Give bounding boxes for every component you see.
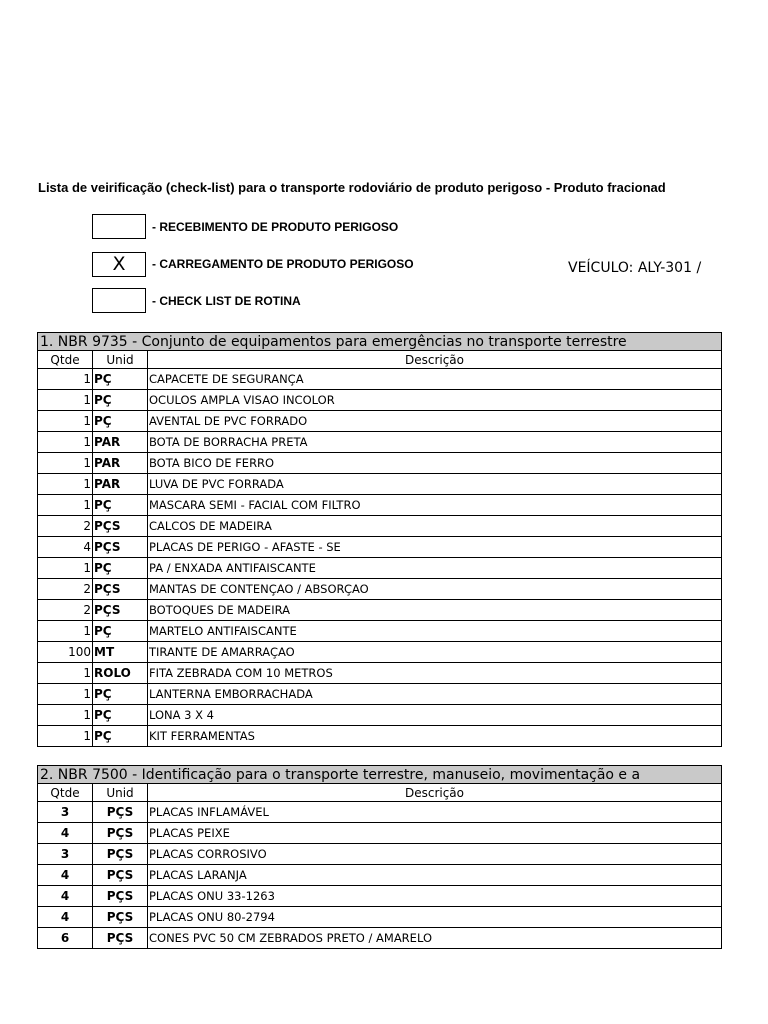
qtde-cell: 1 xyxy=(38,390,93,411)
qtde-cell: 1 xyxy=(38,411,93,432)
table-row xyxy=(38,684,722,705)
document-title: Lista de veirificação (check-list) para o transporte rodoviário de produto perigoso - Produto fracionad xyxy=(38,180,666,195)
qtde-cell: 2 xyxy=(38,516,93,537)
description-cell: AVENTAL DE PVC FORRADO xyxy=(148,411,722,432)
unid-cell: PÇ xyxy=(93,390,148,411)
qtde-cell: 3 xyxy=(38,844,93,865)
unid-cell: PÇS xyxy=(93,516,148,537)
table-row xyxy=(38,642,722,663)
unid-cell: PÇS xyxy=(93,537,148,558)
table-row xyxy=(38,558,722,579)
column-header-descricao: Descrição xyxy=(148,784,722,802)
description-cell: CONES PVC 50 CM ZEBRADOS PRETO / AMARELO xyxy=(148,928,722,949)
description-cell: BOTA DE BORRACHA PRETA xyxy=(148,432,722,453)
table-row xyxy=(38,432,722,453)
table-row xyxy=(38,705,722,726)
table-row xyxy=(38,516,722,537)
description-cell: BOTA BICO DE FERRO xyxy=(148,453,722,474)
table-row xyxy=(38,411,722,432)
qtde-cell: 1 xyxy=(38,432,93,453)
table-row xyxy=(38,802,722,823)
qtde-cell: 2 xyxy=(38,579,93,600)
unid-cell: PAR xyxy=(93,432,148,453)
unid-cell: PAR xyxy=(93,474,148,495)
description-cell: LUVA DE PVC FORRADA xyxy=(148,474,722,495)
table-nbr-7500 xyxy=(37,765,722,949)
unid-cell: PÇ xyxy=(93,558,148,579)
description-cell: LONA 3 X 4 xyxy=(148,705,722,726)
description-cell: TIRANTE DE AMARRAÇAO xyxy=(148,642,722,663)
table-row xyxy=(38,928,722,949)
unid-cell: PÇS xyxy=(93,928,148,949)
description-cell: MANTAS DE CONTENÇAO / ABSORÇAO xyxy=(148,579,722,600)
column-header-qtde: Qtde xyxy=(38,351,93,369)
table-row xyxy=(38,495,722,516)
table-row xyxy=(38,663,722,684)
qtde-cell: 1 xyxy=(38,558,93,579)
unid-cell: PÇ xyxy=(93,726,148,747)
qtde-cell: 2 xyxy=(38,600,93,621)
description-cell: PLACAS PEIXE xyxy=(148,823,722,844)
table-row xyxy=(38,726,722,747)
unid-cell: PÇS xyxy=(93,579,148,600)
unid-cell: PÇS xyxy=(93,907,148,928)
qtde-cell: 1 xyxy=(38,684,93,705)
table-row xyxy=(38,621,722,642)
table-row xyxy=(38,453,722,474)
checkbox-recebimento-label: - RECEBIMENTO DE PRODUTO PERIGOSO xyxy=(152,220,399,234)
description-cell: PLACAS ONU 80-2794 xyxy=(148,907,722,928)
description-cell: PLACAS LARANJA xyxy=(148,865,722,886)
table-row xyxy=(38,369,722,390)
qtde-cell: 1 xyxy=(38,663,93,684)
table-nbr-9735 xyxy=(37,332,722,747)
unid-cell: PÇ xyxy=(93,705,148,726)
checkbox-carregamento-label: - CARREGAMENTO DE PRODUTO PERIGOSO xyxy=(152,257,414,271)
unid-cell: PÇS xyxy=(93,823,148,844)
table-row xyxy=(38,390,722,411)
unid-cell: PÇ xyxy=(93,411,148,432)
table-row xyxy=(38,907,722,928)
unid-cell: PÇS xyxy=(93,600,148,621)
description-cell: MARTELO ANTIFAISCANTE xyxy=(148,621,722,642)
description-cell: PA / ENXADA ANTIFAISCANTE xyxy=(148,558,722,579)
table-row xyxy=(38,886,722,907)
qtde-cell: 1 xyxy=(38,369,93,390)
description-cell: PLACAS ONU 33-1263 xyxy=(148,886,722,907)
unid-cell: PÇ xyxy=(93,621,148,642)
unid-cell: PÇS xyxy=(93,844,148,865)
unid-cell: PÇS xyxy=(93,802,148,823)
checkbox-rotina[interactable] xyxy=(92,288,146,313)
qtde-cell: 4 xyxy=(38,886,93,907)
column-header-qtde: Qtde xyxy=(38,784,93,802)
checkbox-rotina-label: - CHECK LIST DE ROTINA xyxy=(152,294,301,308)
qtde-cell: 1 xyxy=(38,705,93,726)
unid-cell: PÇS xyxy=(93,865,148,886)
description-cell: MASCARA SEMI - FACIAL COM FILTRO xyxy=(148,495,722,516)
vehicle-label: VEÍCULO: ALY-301 / xyxy=(568,260,702,276)
unid-cell: PÇ xyxy=(93,495,148,516)
checkbox-recebimento[interactable] xyxy=(92,214,146,239)
unid-cell: PÇ xyxy=(93,369,148,390)
description-cell: PLACAS CORROSIVO xyxy=(148,844,722,865)
qtde-cell: 3 xyxy=(38,802,93,823)
description-cell: OCULOS AMPLA VISAO INCOLOR xyxy=(148,390,722,411)
section-heading: 1. NBR 9735 - Conjunto de equipamentos para emergências no transporte terrestre xyxy=(38,333,722,351)
qtde-cell: 1 xyxy=(38,495,93,516)
table-row xyxy=(38,537,722,558)
qtde-cell: 100 xyxy=(38,642,93,663)
description-cell: CAPACETE DE SEGURANÇA xyxy=(148,369,722,390)
unid-cell: PÇS xyxy=(93,886,148,907)
qtde-cell: 4 xyxy=(38,537,93,558)
unid-cell: PÇ xyxy=(93,684,148,705)
description-cell: BOTOQUES DE MADEIRA xyxy=(148,600,722,621)
table-row xyxy=(38,600,722,621)
qtde-cell: 1 xyxy=(38,621,93,642)
qtde-cell: 4 xyxy=(38,907,93,928)
table-row xyxy=(38,579,722,600)
qtde-cell: 6 xyxy=(38,928,93,949)
table-row xyxy=(38,474,722,495)
table-row xyxy=(38,844,722,865)
qtde-cell: 1 xyxy=(38,453,93,474)
unid-cell: ROLO xyxy=(93,663,148,684)
qtde-cell: 1 xyxy=(38,474,93,495)
unid-cell: PAR xyxy=(93,453,148,474)
description-cell: CALCOS DE MADEIRA xyxy=(148,516,722,537)
description-cell: KIT FERRAMENTAS xyxy=(148,726,722,747)
qtde-cell: 4 xyxy=(38,865,93,886)
table-row xyxy=(38,823,722,844)
description-cell: PLACAS DE PERIGO - AFASTE - SE xyxy=(148,537,722,558)
checkbox-carregamento[interactable]: X xyxy=(92,252,146,277)
qtde-cell: 1 xyxy=(38,726,93,747)
column-header-descricao: Descrição xyxy=(148,351,722,369)
unid-cell: MT xyxy=(93,642,148,663)
column-header-unid: Unid xyxy=(93,784,148,802)
table-row xyxy=(38,865,722,886)
column-header-unid: Unid xyxy=(93,351,148,369)
description-cell: PLACAS INFLAMÁVEL xyxy=(148,802,722,823)
description-cell: LANTERNA EMBORRACHADA xyxy=(148,684,722,705)
qtde-cell: 4 xyxy=(38,823,93,844)
section-heading: 2. NBR 7500 - Identificação para o transporte terrestre, manuseio, movimentação e a xyxy=(38,766,722,784)
description-cell: FITA ZEBRADA COM 10 METROS xyxy=(148,663,722,684)
